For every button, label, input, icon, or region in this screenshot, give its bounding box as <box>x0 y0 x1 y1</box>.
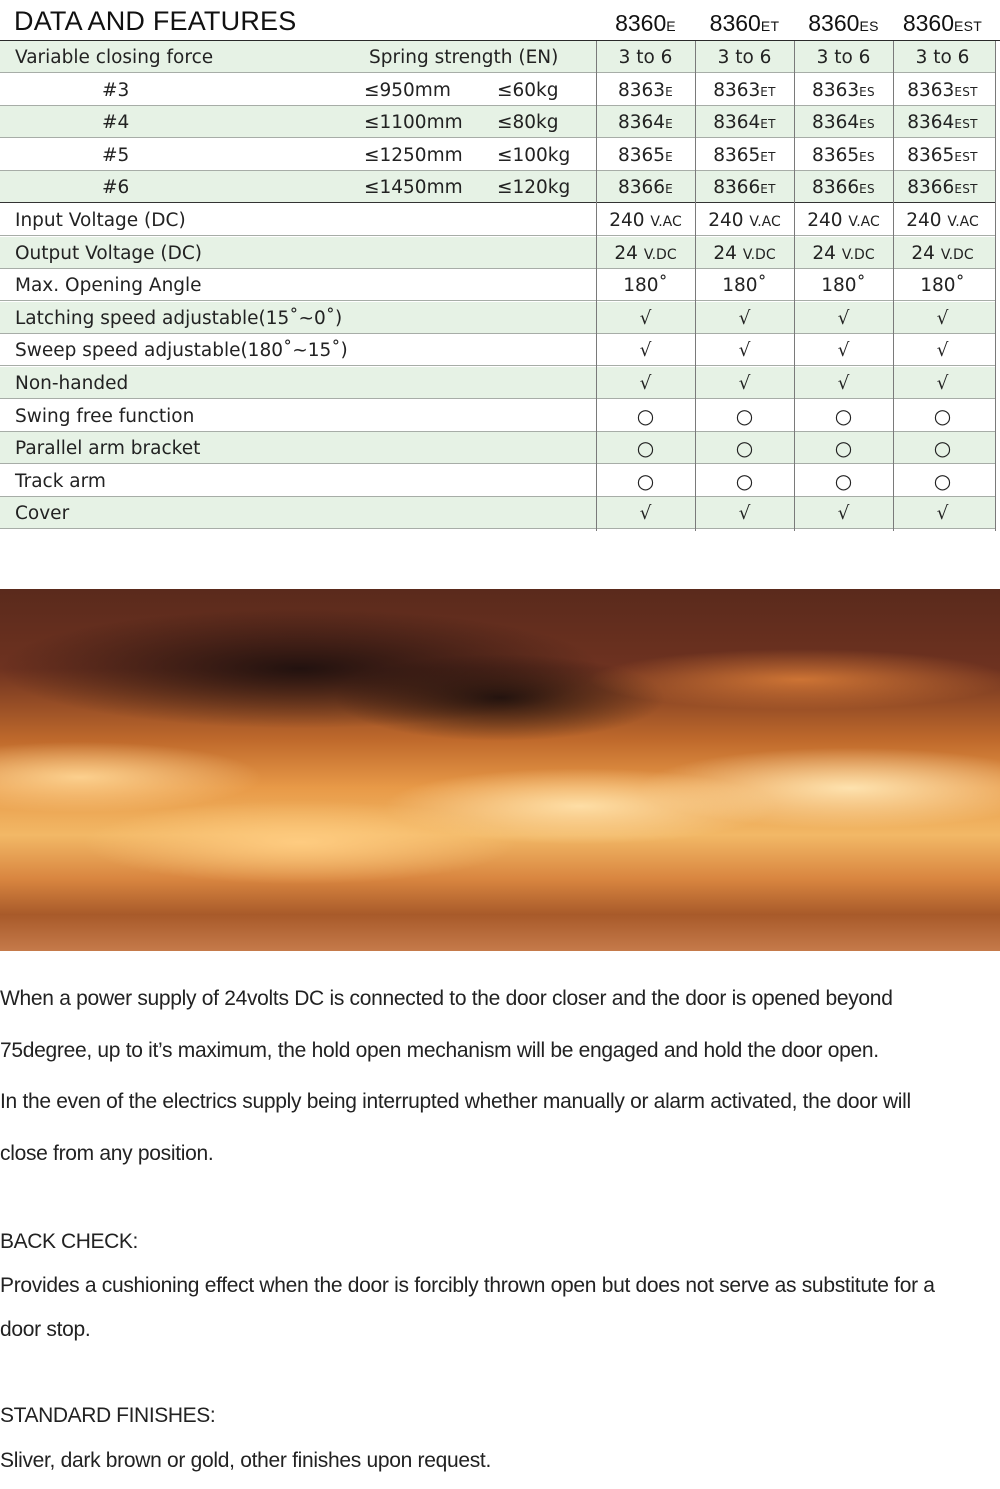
voltage-unit: V.DC <box>940 246 974 263</box>
value-cell: 3 to 6 <box>915 47 970 68</box>
value-cell <box>794 106 893 137</box>
value-cell <box>695 237 794 268</box>
value-cell: √ <box>837 307 850 329</box>
row-label: Parallel arm bracket <box>15 438 201 460</box>
voltage-value: 240 <box>708 210 750 231</box>
value-cell: √ <box>837 503 850 525</box>
model-suffix: EST <box>954 117 978 132</box>
model-suffix: ES <box>859 117 875 132</box>
model-suffix: E <box>665 117 673 132</box>
model-number: 8366 <box>713 177 761 199</box>
model-number: 8365 <box>618 144 666 166</box>
value-cell <box>695 74 794 105</box>
model-suffix: ET <box>760 182 776 197</box>
model-number: 8365 <box>713 144 761 166</box>
row-label: Cover <box>15 503 70 525</box>
row-label: Sweep speed adjustable(180˚~15˚) <box>15 340 348 362</box>
value-cell: √ <box>738 373 751 394</box>
voltage-value: 240 <box>906 210 948 231</box>
value-cell: √ <box>936 503 949 525</box>
voltage-unit: V.AC <box>749 214 781 230</box>
model-number: 8365 <box>907 144 955 166</box>
voltage-unit: V.AC <box>947 214 979 230</box>
standard-finishes-heading: STANDARD FINISHES: <box>0 1404 216 1427</box>
model-suffix: ES <box>859 149 875 164</box>
model-number: 8366 <box>907 177 955 199</box>
table-row <box>0 302 996 334</box>
value-cell: ○ <box>636 468 655 493</box>
back-check-line: Provides a cushioning effect when the door is forcibly thrown open but does not serve as substitute for a <box>0 1274 935 1297</box>
row-label: #3 <box>102 79 130 101</box>
value-cell <box>695 204 794 235</box>
value-cell: 180˚ <box>920 275 965 297</box>
row-label: Non-handed <box>15 373 129 394</box>
model-number: 8364 <box>713 112 761 134</box>
model-suffix: EST <box>954 84 978 99</box>
value-cell: ○ <box>933 403 952 428</box>
door-width: ≤1100mm <box>364 112 463 134</box>
table-row <box>0 139 996 171</box>
table-row <box>0 432 996 464</box>
door-weight: ≤60kg <box>497 79 559 101</box>
voltage-value: 240 <box>807 210 849 231</box>
model-suffix: ES <box>859 182 875 197</box>
value-cell <box>596 139 695 170</box>
column-divider <box>794 41 795 531</box>
value-cell <box>893 139 992 170</box>
value-cell <box>695 171 794 202</box>
model-suffix: ES <box>859 84 875 99</box>
model-number: 8366 <box>618 177 666 199</box>
value-cell: 180˚ <box>821 275 866 297</box>
table-row <box>0 269 996 301</box>
value-cell <box>794 171 893 202</box>
model-suffix: E <box>666 18 676 34</box>
back-check-heading: BACK CHECK: <box>0 1230 138 1253</box>
description <box>0 973 1000 1179</box>
value-cell: ○ <box>933 436 952 461</box>
voltage-value: 24 <box>713 242 743 264</box>
model-number: 8364 <box>907 112 955 134</box>
value-cell <box>893 237 992 268</box>
model-suffix: E <box>665 84 673 99</box>
model-base: 8360 <box>709 10 761 36</box>
column-divider <box>596 41 597 531</box>
value-cell: √ <box>936 373 949 394</box>
value-cell: ○ <box>834 403 853 428</box>
value-cell: √ <box>936 340 949 362</box>
model-suffix: ES <box>859 18 879 34</box>
door-width: ≤1450mm <box>364 177 463 199</box>
row-label: #5 <box>102 144 130 166</box>
value-cell <box>695 106 794 137</box>
voltage-value: 24 <box>911 242 941 264</box>
value-cell: √ <box>639 503 652 525</box>
value-cell: √ <box>837 373 850 394</box>
table-row <box>0 497 996 529</box>
voltage-value: 240 <box>609 210 651 231</box>
model-number: 8363 <box>907 79 955 101</box>
value-cell <box>794 204 893 235</box>
table-row <box>0 204 996 236</box>
table-row <box>0 465 996 497</box>
row-sublabel: Spring strength (EN) <box>369 47 559 68</box>
table-row <box>0 74 996 106</box>
model-suffix: ET <box>760 117 776 132</box>
voltage-value: 24 <box>614 242 644 264</box>
model-suffix: EST <box>954 182 978 197</box>
voltage-unit: V.AC <box>848 214 880 230</box>
door-weight: ≤100kg <box>497 144 571 166</box>
table-row <box>0 171 996 203</box>
table-row <box>0 367 996 399</box>
back-check-text <box>0 1264 1000 1352</box>
model-number: 8363 <box>812 79 860 101</box>
model-suffix: EST <box>954 18 983 34</box>
model-base: 8360 <box>615 10 667 36</box>
model-header <box>794 10 893 37</box>
value-cell <box>893 106 992 137</box>
model-suffix: ET <box>760 18 780 34</box>
value-cell: ○ <box>735 468 754 493</box>
value-cell <box>695 139 794 170</box>
description-line: In the even of the electrics supply being interrupted whether manually or alarm activated, the door will <box>0 1090 911 1113</box>
value-cell: √ <box>639 307 652 329</box>
row-label: Variable closing force <box>15 47 214 68</box>
value-cell <box>893 204 992 235</box>
model-header <box>893 10 992 37</box>
model-base: 8360 <box>808 10 860 36</box>
model-base: 8360 <box>902 10 955 36</box>
voltage-unit: V.AC <box>650 214 682 230</box>
row-label: Output Voltage (DC) <box>15 242 203 264</box>
value-cell: √ <box>738 307 751 329</box>
row-label: Track arm <box>15 470 106 492</box>
voltage-unit: V.DC <box>643 246 677 263</box>
row-label: Latching speed adjustable(15˚~0˚) <box>15 307 343 329</box>
value-cell: √ <box>639 373 652 394</box>
table-row <box>0 106 996 138</box>
value-cell <box>893 171 992 202</box>
description-line: 75degree, up to it’s maximum, the hold open mechanism will be engaged and hold the door open. <box>0 1038 879 1062</box>
model-suffix: ET <box>760 84 776 99</box>
model-suffix: EST <box>954 149 978 164</box>
model-number: 8366 <box>812 177 860 199</box>
model-number: 8364 <box>812 112 860 134</box>
value-cell: 3 to 6 <box>618 47 673 68</box>
value-cell <box>893 74 992 105</box>
value-cell: ○ <box>636 403 655 428</box>
model-header <box>596 10 695 37</box>
value-cell: √ <box>936 307 949 329</box>
door-weight: ≤80kg <box>497 112 559 134</box>
value-cell: √ <box>738 340 751 362</box>
model-suffix: E <box>665 182 673 197</box>
model-header <box>695 10 794 37</box>
value-cell <box>596 171 695 202</box>
value-cell <box>794 74 893 105</box>
table-row <box>0 41 996 73</box>
standard-finishes-text: Sliver, dark brown or gold, other finishes upon request. <box>0 1449 491 1472</box>
model-number: 8363 <box>618 79 666 101</box>
model-suffix: E <box>665 149 673 164</box>
value-cell: ○ <box>834 436 853 461</box>
table-row <box>0 400 996 432</box>
value-cell: ○ <box>834 468 853 493</box>
column-divider <box>695 41 696 531</box>
page-title: DATA AND FEATURES <box>14 6 297 36</box>
value-cell <box>596 74 695 105</box>
table-row <box>0 237 996 269</box>
value-cell <box>794 139 893 170</box>
value-cell: ○ <box>735 403 754 428</box>
row-label: Input Voltage (DC) <box>15 210 186 231</box>
voltage-unit: V.DC <box>742 246 776 263</box>
model-number: 8363 <box>713 79 761 101</box>
door-width: ≤1250mm <box>364 144 463 166</box>
value-cell: 3 to 6 <box>816 47 871 68</box>
description-line: When a power supply of 24volts DC is connected to the door closer and the door is opened beyond <box>0 987 893 1010</box>
row-label: Max. Opening Angle <box>15 275 202 297</box>
row-label: #6 <box>102 177 130 199</box>
value-cell: ○ <box>636 436 655 461</box>
value-cell <box>596 237 695 268</box>
value-cell: √ <box>738 503 751 525</box>
value-cell <box>596 204 695 235</box>
row-label: Swing free function <box>15 405 195 427</box>
value-cell: 3 to 6 <box>717 47 772 68</box>
row-label: #4 <box>102 112 130 134</box>
column-divider <box>893 41 894 531</box>
value-cell: 180˚ <box>722 275 767 297</box>
door-weight: ≤120kg <box>497 177 571 199</box>
table-row <box>0 334 996 366</box>
fire-photo <box>0 589 1000 951</box>
model-number: 8364 <box>618 112 666 134</box>
voltage-value: 24 <box>812 242 842 264</box>
value-cell <box>794 237 893 268</box>
value-cell: ○ <box>933 468 952 493</box>
model-suffix: ET <box>760 149 776 164</box>
value-cell <box>596 106 695 137</box>
door-width: ≤950mm <box>364 79 451 101</box>
back-check-line: door stop. <box>0 1318 91 1341</box>
description-line: close from any position. <box>0 1141 214 1165</box>
value-cell: ○ <box>735 436 754 461</box>
voltage-unit: V.DC <box>841 246 875 263</box>
value-cell: √ <box>639 340 652 362</box>
column-divider <box>995 41 996 531</box>
model-number: 8365 <box>812 144 860 166</box>
value-cell: √ <box>837 340 850 362</box>
value-cell: 180˚ <box>623 275 668 297</box>
